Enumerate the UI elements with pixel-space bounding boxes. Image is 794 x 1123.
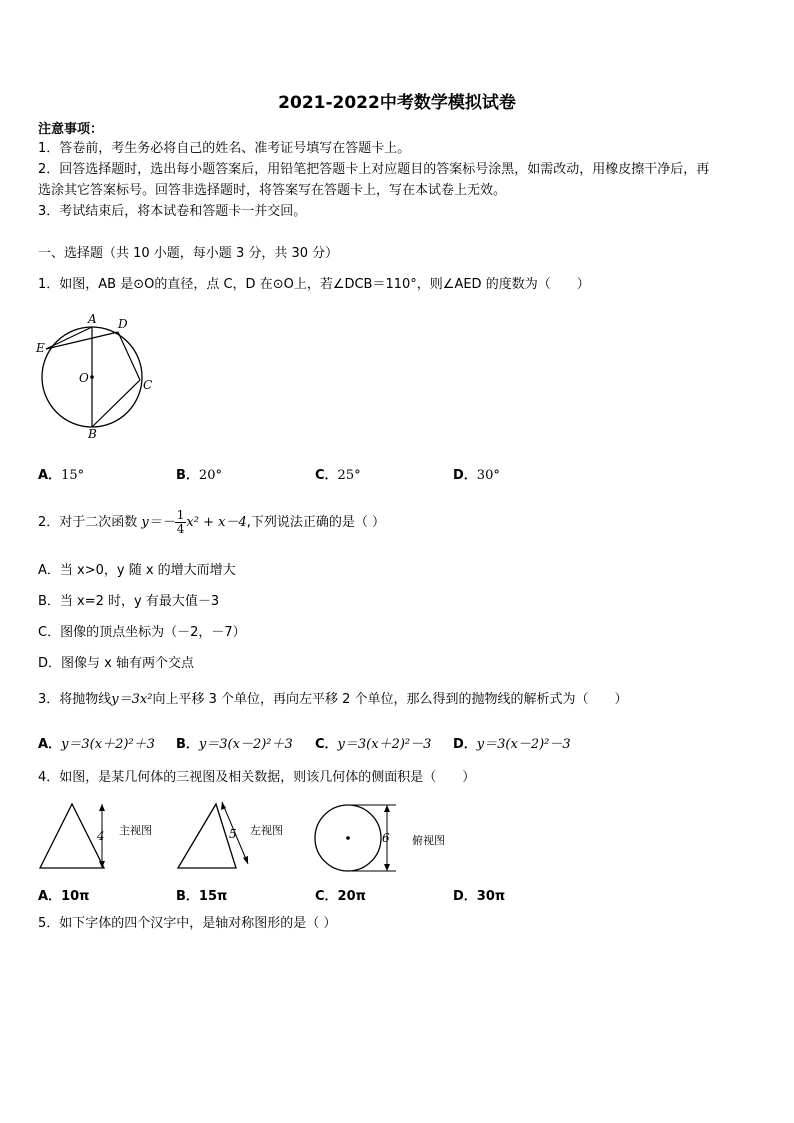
side-view-dim: 5 [229,827,237,841]
q3-prefix: 3．将抛物线 [38,692,112,707]
option-label: B． [176,889,199,904]
front-view [40,804,152,868]
question-4-text: 4．如图，是某几何体的三视图及相关数据，则该几何体的侧面积是（ ） [38,770,476,785]
option-label: D． [453,889,477,904]
q2-frac-den: 4 [176,522,185,536]
option-value: 20° [198,468,222,483]
q2-suffix: ,下列说法正确的是（ ） [246,515,385,530]
point-d-label: D [118,317,128,331]
q1-option-a[interactable] [38,464,84,483]
q4-option-a[interactable] [38,885,89,904]
q1-option-c[interactable] [315,464,361,483]
question-2-text [38,508,385,538]
circle-figure [30,312,170,442]
page-title: 2021-2022中考数学模拟试卷 [278,93,516,113]
q3-option-b[interactable] [176,733,293,752]
side-view-label: 左视图 [250,824,283,837]
top-view-dim: 6 [382,831,390,845]
point-a-label: A [88,312,97,326]
option-value: y＝3(x＋2)²－3 [337,737,432,752]
option-label: A． [38,889,62,904]
q2-formula-lhs: y＝－ [141,515,175,530]
option-value: 25° [337,468,361,483]
option-label: C． [315,737,338,752]
q3-formula: y＝3x² [111,692,153,707]
option-value: 15π [198,889,228,904]
notice-heading: 注意事项： [38,122,104,137]
top-view [315,805,445,871]
question-3-text [38,691,628,709]
q2-frac-num: 1 [176,508,185,522]
option-label: C． [315,468,338,483]
q4-option-b[interactable] [176,885,227,904]
notice-item-2-cont: 选涂其它答案标号。回答非选择题时，将答案写在答题卡上，写在本试卷上无效。 [38,183,507,198]
option-value: 15° [61,468,85,483]
q2-prefix: 2．对于二次函数 [38,515,138,530]
q2-option-d[interactable]: D．图像与 x 轴有两个交点 [38,656,194,671]
notice-item-1: 1．答卷前，考生务必将自己的姓名、准考证号填写在答题卡上。 [38,141,411,156]
side-view [178,802,283,868]
three-views-figure [34,798,474,878]
point-b-label: B [88,427,97,441]
option-label: B． [176,737,199,752]
q3-suffix: 向上平移 3 个单位，再向左平移 2 个单位，那么得到的抛物线的解析式为（ ） [152,692,628,707]
q4-option-c[interactable] [315,885,366,904]
question-5-text: 5．如下字体的四个汉字中，是轴对称图形的是（ ） [38,916,337,931]
front-view-label: 主视图 [119,824,152,837]
option-label: B． [176,468,199,483]
option-value: 30π [476,889,506,904]
option-value: y＝3(x＋2)²＋3 [61,737,155,752]
q3-option-c[interactable] [315,733,431,752]
point-o-label: O [79,371,89,385]
notice-item-3: 3．考试结束后，将本试卷和答题卡一并交回。 [38,204,307,219]
option-label: A． [38,468,62,483]
q1-option-d[interactable] [453,464,500,483]
option-value: 10π [61,889,90,904]
q2-option-b[interactable]: B．当 x=2 时，y 有最大值－3 [38,594,220,609]
q1-option-b[interactable] [176,464,222,483]
option-label: D． [453,737,477,752]
option-label: A． [38,737,62,752]
q2-option-c[interactable]: C．图像的顶点坐标为（－2，－7） [38,625,246,640]
option-label: C． [315,889,338,904]
option-value: y＝3(x－2)²＋3 [198,737,293,752]
option-value: 20π [337,889,366,904]
q2-fraction [175,509,187,536]
point-e-label: E [36,341,45,355]
q2-option-a[interactable]: A．当 x>0，y 随 x 的增大而增大 [38,563,236,578]
option-value: y＝3(x－2)²－3 [476,737,571,752]
q4-option-d[interactable] [453,885,505,904]
q3-option-a[interactable] [38,733,155,752]
notice-item-2: 2．回答选择题时，选出每小题答案后，用铅笔把答题卡上对应题目的答案标号涂黑，如需改动，用橡皮擦干净后，再 [38,162,710,177]
question-1-text: 1．如图，AB 是⊙O的直径，点 C，D 在⊙O上，若∠DCB＝110°，则∠AED 的度数为（ ） [38,277,590,292]
q3-option-d[interactable] [453,733,571,752]
point-c-label: C [143,378,153,392]
front-view-dim: 4 [97,829,105,843]
top-view-label: 俯视图 [412,834,445,847]
section-heading: 一、选择题（共 10 小题，每小题 3 分，共 30 分） [38,246,339,261]
option-value: 30° [476,468,500,483]
option-label: D． [453,468,477,483]
q2-formula-rhs: x² + x－4 [186,515,247,530]
